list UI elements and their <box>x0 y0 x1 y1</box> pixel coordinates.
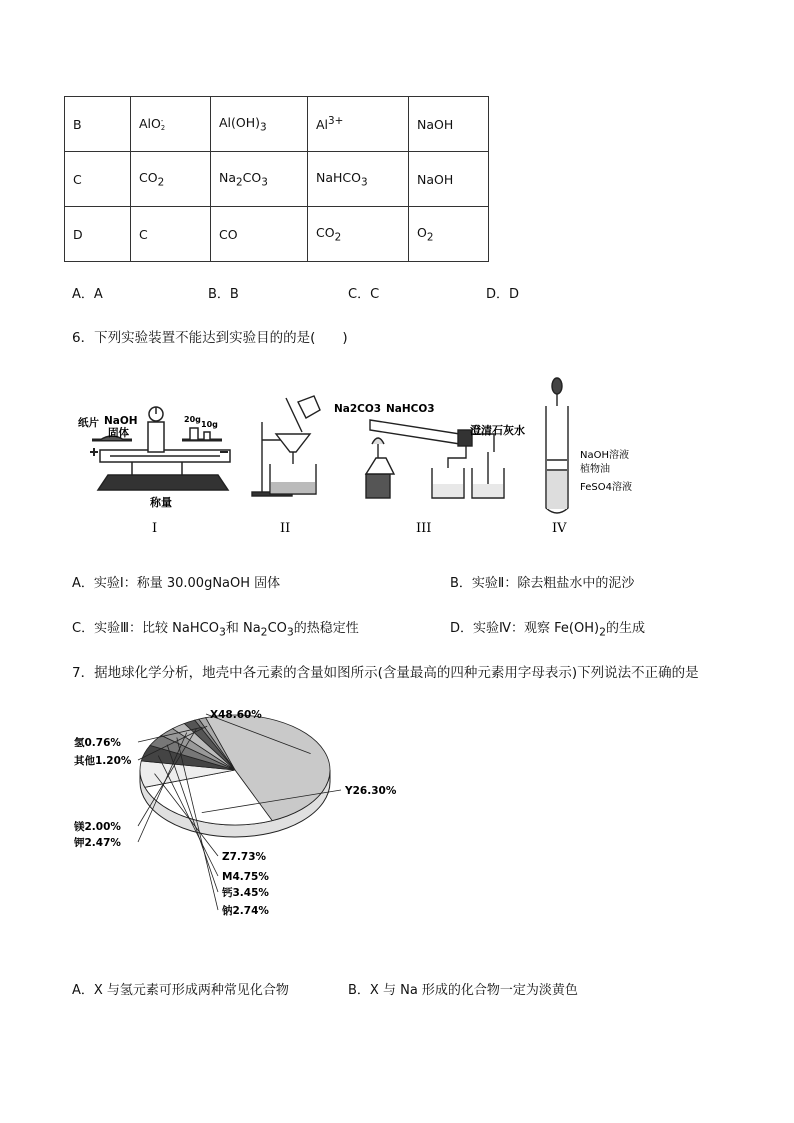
q5-option-b[interactable]: B．B <box>208 287 239 302</box>
q6-option-d[interactable]: D．实验Ⅳ：观察 $Fe(OH)_2$的生成 <box>450 621 645 639</box>
pie-label-氢: 氢0.76% <box>74 737 121 749</box>
label-limewater: 澄清石灰水 <box>470 424 525 437</box>
experiment-apparatus-figure <box>70 372 670 540</box>
crust-element-pie-chart <box>70 700 490 930</box>
q6-option-a[interactable]: A．实验Ⅰ：称量 30.00gNaOH 固体 <box>72 576 281 591</box>
filtration-apparatus <box>252 396 320 496</box>
table-cell: C <box>65 152 131 207</box>
table-cell: $CO_2$ <box>131 152 211 207</box>
figure-label-2: II <box>280 521 291 536</box>
q5-option-d[interactable]: D．D <box>486 287 520 302</box>
q6-option-c[interactable]: C．实验Ⅲ：比较 NaHCO$_3$和 $Na_2CO_3$的热稳定性 <box>72 621 359 639</box>
test-tube-apparatus <box>546 378 568 513</box>
label-naoh-solution: NaOH溶液 <box>580 450 629 461</box>
table-cell: $Al(OH)_3$ <box>211 97 308 152</box>
pie-label-Z: Z7.73% <box>222 851 267 863</box>
label-naoh: NaOH <box>104 415 138 427</box>
label-paper: 纸片 <box>78 417 99 429</box>
pie-label-钙: 钙3.45% <box>222 887 269 899</box>
answer-table <box>64 96 489 262</box>
pie-label-钾: 钾2.47% <box>74 837 121 849</box>
pie-label-镁: 镁2.00% <box>74 821 121 833</box>
q7-stem: 7．据地球化学分析，地壳中各元素的含量如图所示(含量最高的四种元素用字母表示)下列说法不正确的是 <box>72 665 699 681</box>
label-vegetable-oil: 植物油 <box>580 464 610 475</box>
table-row <box>65 152 489 207</box>
pie-label-M: M4.75% <box>222 871 269 883</box>
table-row <box>65 97 489 152</box>
table-cell: $Al^{3+}$ <box>308 97 409 152</box>
table-cell: C <box>131 207 211 262</box>
table-cell: NaOH <box>409 152 489 207</box>
label-nahco3: NaHCO3 <box>386 403 435 415</box>
table-cell: AlO - 2 <box>131 97 211 152</box>
table-row <box>65 207 489 262</box>
table-cell: NaOH <box>409 97 489 152</box>
table-cell: CO <box>211 207 308 262</box>
label-20g: 20g <box>184 415 201 424</box>
table-cell: $CO_2$ <box>308 207 409 262</box>
q6-stem: 6．下列实验装置不能达到实验目的的是( ) <box>72 330 348 346</box>
label-feso4-solution: FeSO4溶液 <box>580 482 632 493</box>
pie-label-钠: 钠2.74% <box>222 905 269 917</box>
pie-label-Y: Y26.30% <box>345 785 397 797</box>
q6-option-b[interactable]: B．实验Ⅱ：除去粗盐水中的泥沙 <box>450 576 635 591</box>
label-weighing: 称量 <box>150 496 172 509</box>
label-na2co3: Na2CO3 <box>334 403 382 415</box>
pie-label-其他: 其他1.20% <box>74 755 132 767</box>
table-cell: $Na_2CO_3$ <box>211 152 308 207</box>
figure-label-4: IV <box>552 521 567 536</box>
table-cell: NaHCO$_3$ <box>308 152 409 207</box>
figure-label-1: I <box>152 521 158 536</box>
q7-option-a[interactable]: A．X 与氢元素可形成两种常见化合物 <box>72 983 289 998</box>
q5-option-a[interactable]: A．A <box>72 287 103 302</box>
table-cell: D <box>65 207 131 262</box>
figure-label-3: III <box>416 521 432 536</box>
pie-label-X: X48.60% <box>210 709 262 721</box>
q7-option-b[interactable]: B．X 与 Na 形成的化合物一定为淡黄色 <box>348 983 578 998</box>
label-solid: 固体 <box>108 427 129 439</box>
label-10g: 10g <box>201 420 218 429</box>
table-cell: B <box>65 97 131 152</box>
q5-option-c[interactable]: C．C <box>348 287 380 302</box>
table-cell: $O_2$ <box>409 207 489 262</box>
